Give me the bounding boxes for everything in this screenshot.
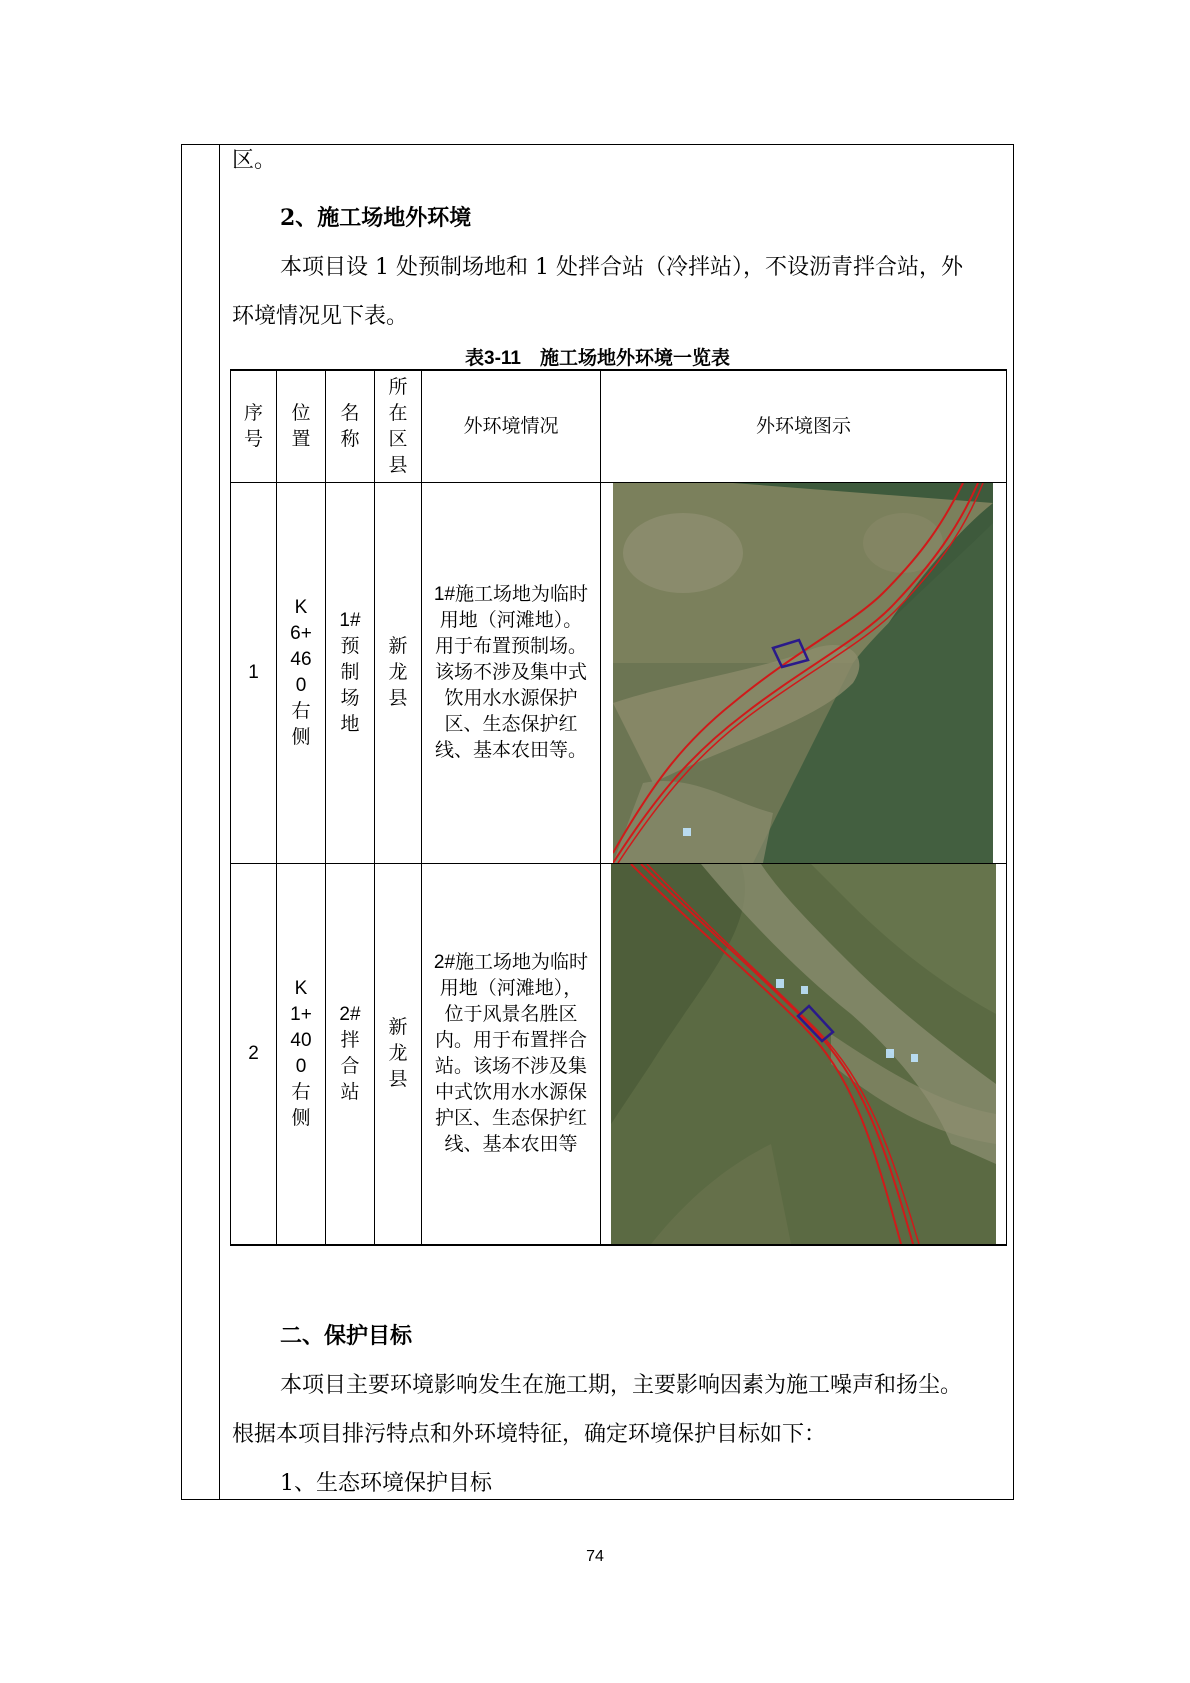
- paragraph-line: 根据本项目排污特点和外环境特征，确定环境保护目标如下：: [232, 1422, 827, 1447]
- cell-location: K1+400右侧: [277, 864, 326, 1246]
- header-name: 名称: [326, 370, 375, 483]
- paragraph-continuation: 区。: [232, 148, 277, 173]
- page-number: 74: [586, 1548, 604, 1565]
- cell-no: 2: [231, 864, 277, 1246]
- cell-image: [601, 864, 1007, 1246]
- header-location: 位置: [277, 370, 326, 483]
- cell-no: 1: [231, 483, 277, 864]
- section-heading-protection-targets: 二、保护目标: [280, 1323, 413, 1349]
- satellite-image-1: [613, 483, 993, 863]
- table-row: [231, 483, 1007, 864]
- header-no: 序号: [231, 370, 277, 483]
- table-row: [231, 864, 1007, 1246]
- cell-image: [601, 483, 1007, 864]
- paragraph-line: 环境情况见下表。: [232, 304, 409, 329]
- header-image: 外环境图示: [601, 370, 1007, 483]
- cell-location: K6+460右侧: [277, 483, 326, 864]
- cell-description: 1#施工场地为临时用地（河滩地）。用于布置预制场。该场不涉及集中式饮用水水源保护区、生态保护红线、基本农田等。: [422, 483, 601, 864]
- cell-county: 新龙县: [375, 483, 422, 864]
- satellite-image-2: [611, 864, 996, 1244]
- table-header-row: [231, 370, 1007, 483]
- header-description: 外环境情况: [422, 370, 601, 483]
- cell-name: 2#拌合站: [326, 864, 375, 1246]
- table-caption: 表3-11 施工场地外环境一览表: [465, 348, 730, 369]
- section-heading-ecological-targets: 1、生态环境保护目标: [280, 1471, 492, 1496]
- header-county: 所在区县: [375, 370, 422, 483]
- paragraph-line: 本项目主要环境影响发生在施工期，主要影响因素为施工噪声和扬尘。: [280, 1373, 963, 1398]
- cell-name: 1#预制场地: [326, 483, 375, 864]
- site-environment-table: [230, 369, 1007, 1246]
- cell-description: 2#施工场地为临时用地（河滩地），位于风景名胜区内。用于布置拌合站。该场不涉及集中式饮用水水源保护区、生态保护红线、基本农田等: [422, 864, 601, 1246]
- cell-county: 新龙县: [375, 864, 422, 1246]
- section-heading-site-environment: 2、施工场地外环境: [280, 205, 472, 231]
- paragraph-line: 本项目设 1 处预制场地和 1 处拌合站（冷拌站），不设沥青拌合站，外: [280, 255, 963, 280]
